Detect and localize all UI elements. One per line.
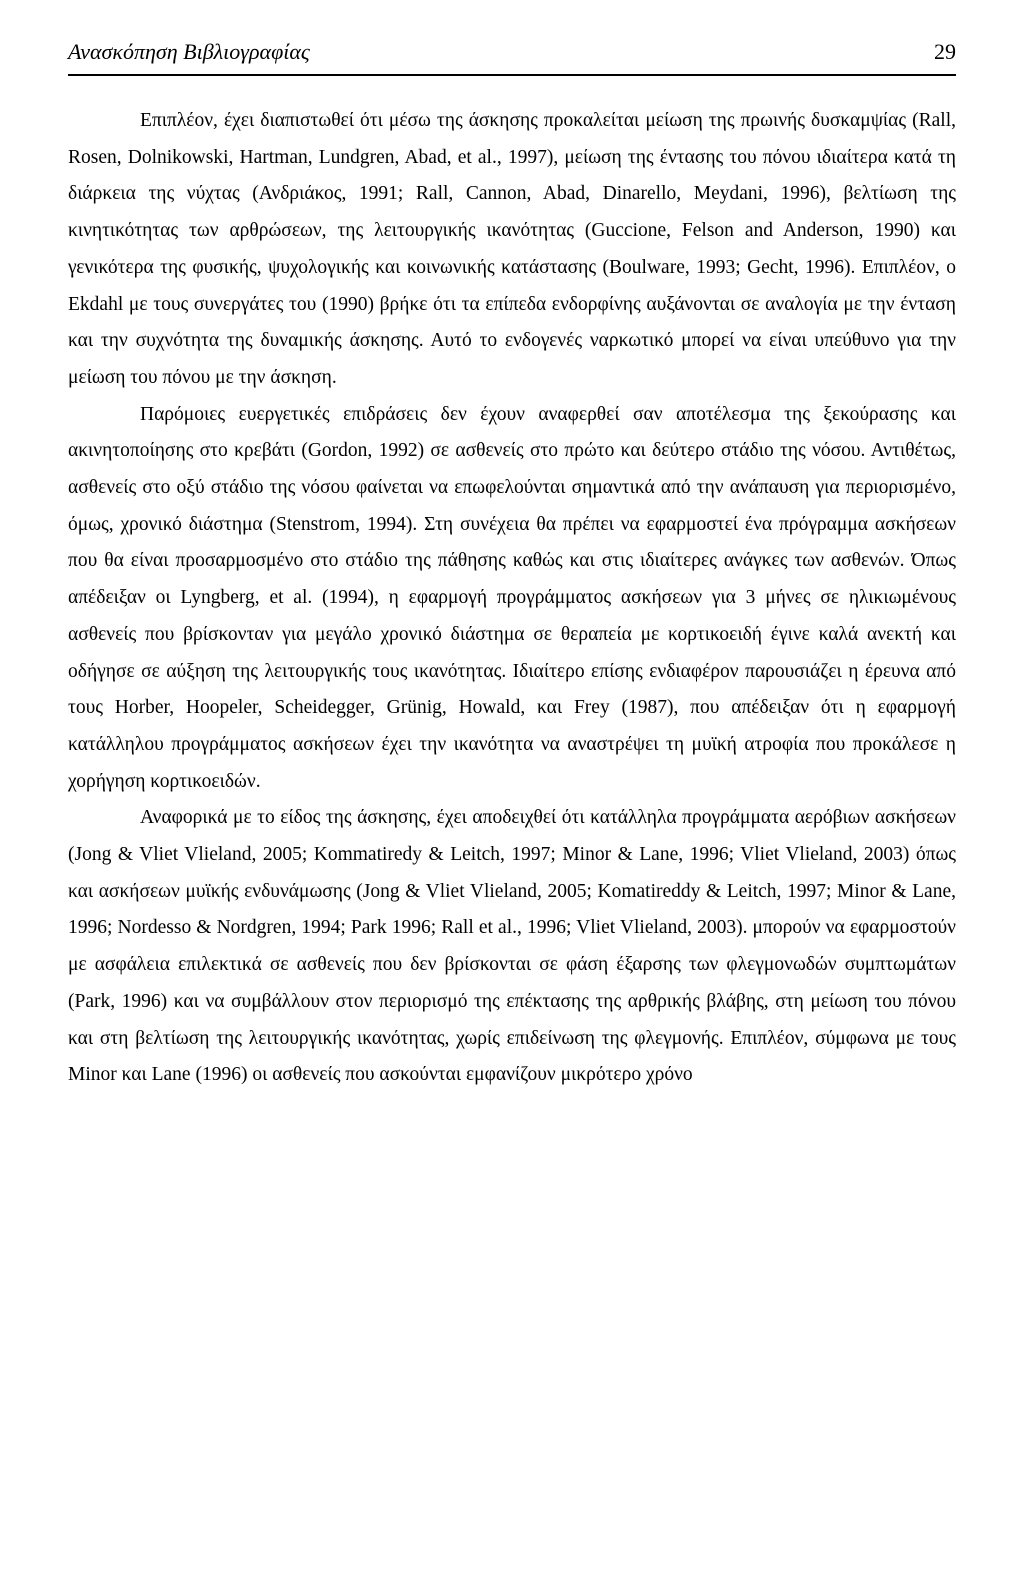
paragraph-1: Επιπλέον, έχει διαπιστωθεί ότι μέσω της άσκησης προκαλείται μείωση της πρωινής δυσκαμψίας (Rall, Rosen, Dolnikowski, Hartman, Lundgren, Abad, et al., 1997), μείωση της έντασης του πόνου ιδιαίτερα κατά τη διάρκεια της νύχτας (Ανδριάκος, 1991; Rall, Cannon, Abad, Dinarello, Meydani, 1996), βελτίωση της κινητικότητας των αρθρώσεων, της λειτουργικής ικανότητας (Guccione, Felson and Anderson, 1990) και γενικότερα της φυσικής, ψυχολογικής και κοινωνικής κατάστασης (Boulware, 1993; Gecht, 1996). Επιπλέον, ο Ekdahl με τους συνεργάτες του (1990) βρήκε ότι τα επίπεδα ενδορφίνης αυξάνονται σε αναλογία με την ένταση και την συχνότητα της δυναμικής άσκησης. Αυτό το ενδογενές ναρκωτικό μπορεί να είναι υπεύθυνο για την μείωση του πόνου με την άσκηση.	[68, 110, 956, 388]
paragraph-3: Αναφορικά με το είδος της άσκησης, έχει αποδειχθεί ότι κατάλληλα προγράμματα αερόβιων ασκήσεων (Jong & Vliet Vlieland, 2005; Kommatiredy & Leitch, 1997; Minor & Lane, 1996; Vliet Vlieland, 2003) όπως και ασκήσεων μυϊκής ενδυνάμωσης (Jong & Vliet Vlieland, 2005; Komatireddy & Leitch, 1997; Minor & Lane, 1996; Nordesso & Nordgren, 1994; Park 1996; Rall et al., 1996; Vliet Vlieland, 2003). μπορούν να εφαρμοστούν με ασφάλεια επιλεκτικά σε ασθενείς που δεν βρίσκονται σε φάση έξαρσης των φλεγμονωδών συμπτωμάτων (Park, 1996) και να συμβάλλουν στον περιορισμό της επέκτασης της αρθρικής βλάβης, στη μείωση του πόνου και στη βελτίωση της λειτουργικής ικανότητας, χωρίς επιδείνωση της φλεγμονής. Επιπλέον, σύμφωνα με τους Minor και Lane (1996) οι ασθενείς που ασκούνται εμφανίζουν μικρότερο χρόνο	[68, 807, 956, 1086]
paragraph-2: Παρόμοιες ευεργετικές επιδράσεις δεν έχουν αναφερθεί σαν αποτέλεσμα της ξεκούρασης και ακινητοποίησης στο κρεβάτι (Gordon, 1992) σε ασθενείς στο πρώτο και δεύτερο στάδιο της νόσου. Αντιθέτως, ασθενείς στο οξύ στάδιο της νόσου φαίνεται να επωφελούνται σημαντικά από την ανάπαυση για περιορισμένο, όμως, χρονικό διάστημα (Stenstrom, 1994). Στη συνέχεια θα πρέπει να εφαρμοστεί ένα πρόγραμμα ασκήσεων που θα είναι προσαρμοσμένο στο στάδιο της πάθησης καθώς και στις ιδιαίτερες ανάγκες των ασθενών. Όπως απέδειξαν οι Lyngberg, et al. (1994), η εφαρμογή προγράμματος ασκήσεων για 3 μήνες σε ηλικιωμένους ασθενείς που βρίσκονταν για μεγάλο χρονικό διάστημα σε θεραπεία με κορτικοειδή έγινε καλά ανεκτή και οδήγησε σε αύξηση της λειτουργικής τους ικανότητας. Ιδιαίτερο επίσης ενδιαφέρον παρουσιάζει η έρευνα από τους Horber, Hoopeler, Scheidegger, Grünig, Howald, και Frey (1987), που απέδειξαν ότι η εφαρμογή κατάλληλου προγράμματος ασκήσεων έχει την ικανότητα να αναστρέψει τη μυϊκή ατροφία που προκάλεσε η χορήγηση κορτικοειδών.	[68, 403, 956, 792]
header-rule	[68, 74, 956, 76]
running-title: Ανασκόπηση Βιβλιογραφίας	[68, 39, 310, 64]
body-text	[68, 103, 956, 1094]
running-header	[68, 34, 956, 70]
page-number: 29	[934, 39, 956, 64]
